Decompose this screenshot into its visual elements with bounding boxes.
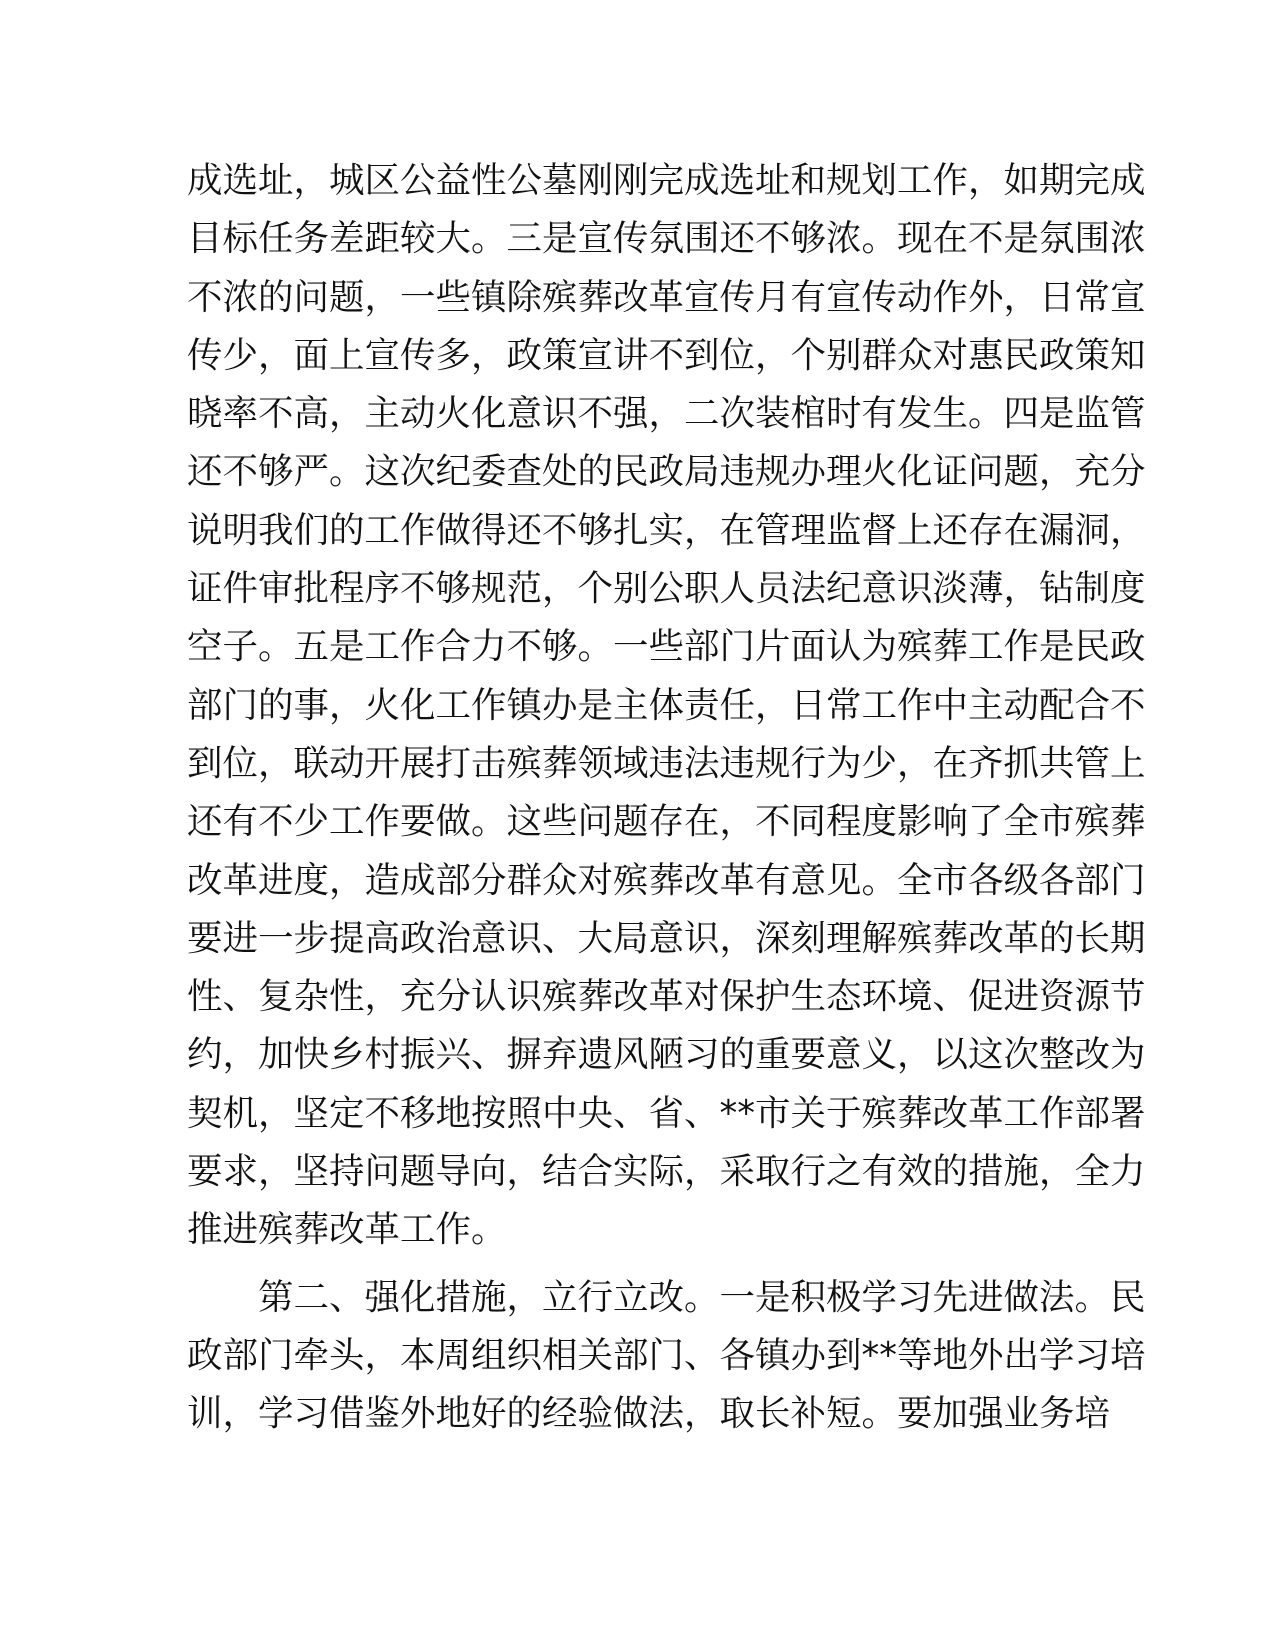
text-line: 证件审批程序不够规范，个别公职人员法纪意识淡薄，钻制度: [187, 568, 1146, 610]
text-line: 性、复杂性，充分认识殡葬改革对保护生态环境、促进资源节: [187, 976, 1146, 1018]
text-line: 契机，坚定不移地按照中央、省、**市关于殡葬改革工作部署: [187, 1092, 1146, 1134]
text-line: 空子。五是工作合力不够。一些部门片面认为殡葬工作是民政: [187, 626, 1146, 668]
text-line: 到位，联动开展打击殡葬领域违法违规行为少，在齐抓共管上: [187, 742, 1146, 784]
text-line: 第二、强化措施，立行立改。一是积极学习先进做法。民: [258, 1276, 1146, 1318]
text-line: 部门的事，火化工作镇办是主体责任，日常工作中主动配合不: [187, 684, 1146, 726]
text-line: 目标任务差距较大。三是宣传氛围还不够浓。现在不是氛围浓: [187, 218, 1146, 260]
text-line: 要进一步提高政治意识、大局意识，深刻理解殡葬改革的长期: [187, 917, 1146, 959]
text-line: 训，学习借鉴外地好的经验做法，取长补短。要加强业务培: [187, 1393, 1111, 1435]
text-line: 还有不少工作要做。这些问题存在，不同程度影响了全市殡葬: [187, 801, 1146, 843]
text-line: 约，加快乡村振兴、摒弃遗风陋习的重要意义，以这次整改为: [187, 1034, 1146, 1076]
text-line: 传少，面上宣传多，政策宣讲不到位，个别群众对惠民政策知: [187, 334, 1146, 376]
text-line: 不浓的问题，一些镇除殡葬改革宣传月有宣传动作外，日常宣: [187, 276, 1146, 318]
paragraph-spacer: [187, 1260, 1087, 1269]
text-line: 成选址，城区公益性公墓刚刚完成选址和规划工作，如期完成: [187, 160, 1146, 201]
text-line: 改革进度，造成部分群众对殡葬改革有意见。全市各级各部门: [187, 859, 1146, 901]
text-line: 要求，坚持问题导向，结合实际，采取行之有效的措施，全力: [187, 1151, 1146, 1193]
text-line: 政部门牵头，本周组织相关部门、各镇办到**等地外出学习培: [187, 1334, 1146, 1376]
paragraph-2: [187, 1269, 1146, 1444]
document-body: [187, 152, 1146, 1444]
paragraph-1: [187, 152, 1146, 1260]
text-line: 说明我们的工作做得还不够扎实，在管理监督上还存在漏洞，: [187, 509, 1146, 551]
text-line: 推进殡葬改革工作。: [187, 1209, 507, 1251]
text-line: 晓率不高，主动火化意识不强，二次装棺时有发生。四是监管: [187, 393, 1146, 435]
text-line: 还不够严。这次纪委查处的民政局违规办理火化证问题，充分: [187, 451, 1146, 493]
